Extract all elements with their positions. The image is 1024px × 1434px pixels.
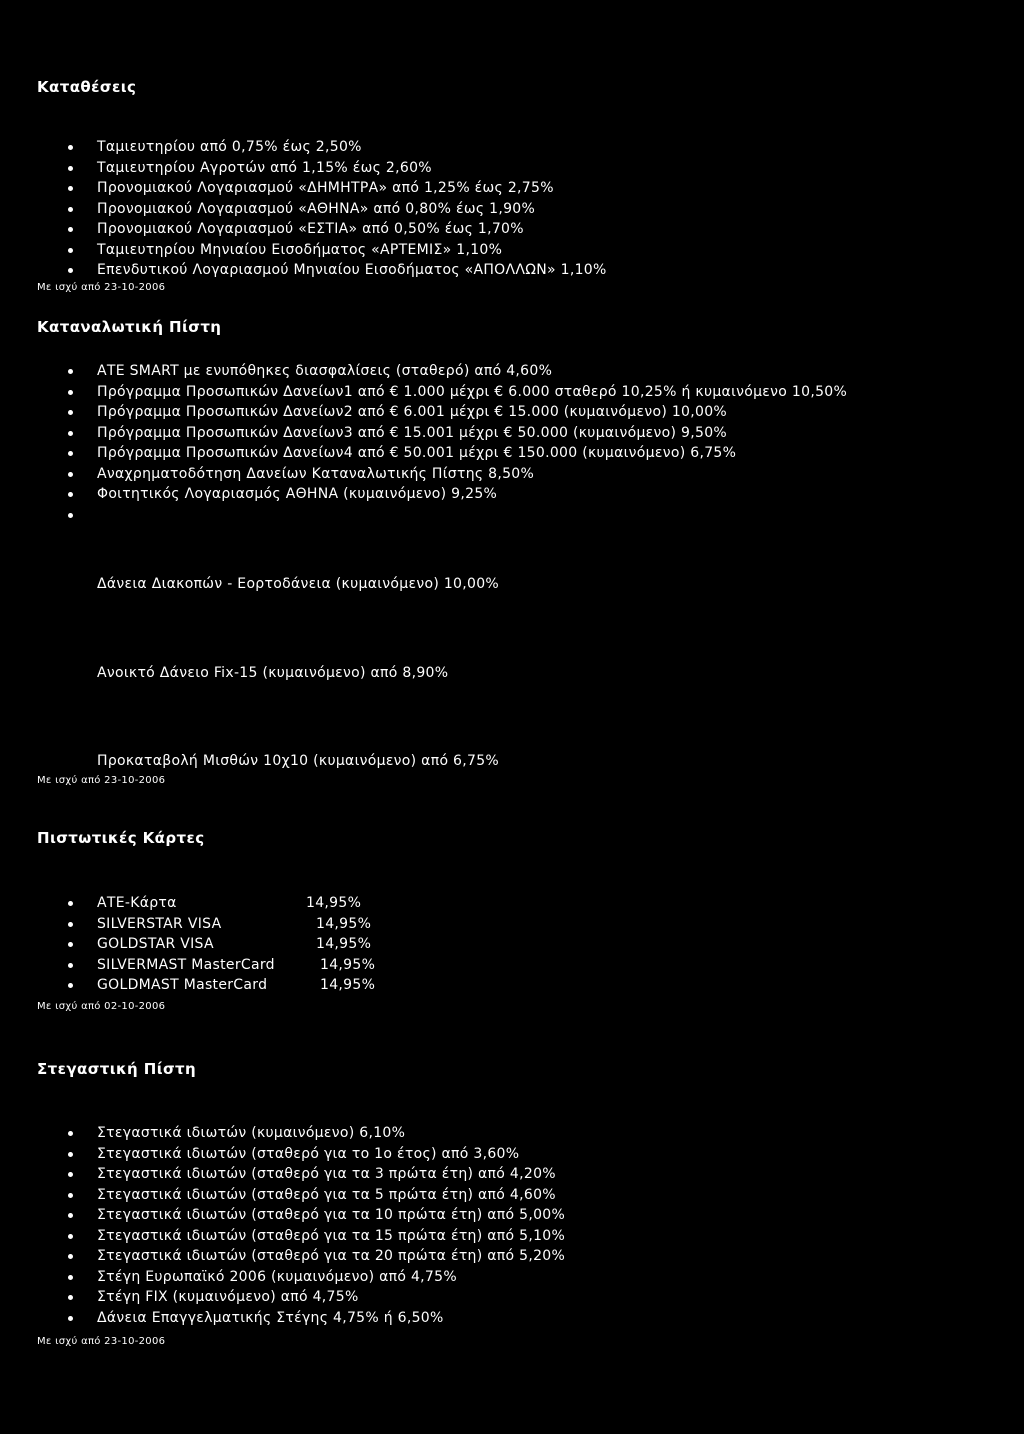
card-item	[0, 934, 372, 955]
list-item: Στεγαστικά ιδιωτών (σταθερό για το 1ο έτος) από 3,60%	[0, 1144, 565, 1165]
cards-validity-note: Με ισχύ από 02-10-2006	[37, 1001, 166, 1012]
card-rate: 14,95%	[316, 936, 372, 952]
list-item: Στεγαστικά ιδιωτών (σταθερό για τα 5 πρώτα έτη) από 4,60%	[0, 1185, 565, 1206]
housing-credit-heading: Στεγαστική Πίστη	[37, 1060, 197, 1078]
deposits-validity-note: Με ισχύ από 23-10-2006	[37, 282, 166, 293]
list-item: Φοιτητικός Λογαριασμός ΑΘΗΝΑ (κυμαινόμενο) 9,25%	[0, 484, 907, 505]
list-item: Ταμιευτηρίου από 0,75% έως 2,50%	[0, 137, 607, 158]
card-rate: 14,95%	[320, 977, 376, 993]
list-item: Στεγαστικά ιδιωτών (σταθερό για τα 3 πρώτα έτη) από 4,20%	[0, 1164, 565, 1185]
list-item: Στέγη Ευρωπαϊκό 2006 (κυμαινόμενο) από 4,75%	[0, 1267, 565, 1288]
fix15-loan-text: Ανοικτό Δάνειο Fix-15 (κυμαινόμενο) από 8,90%	[97, 665, 449, 681]
list-item: Πρόγραμμα Προσωπικών Δανείων4 από € 50.001 μέχρι € 150.000 (κυμαινόμενο) 6,75%	[0, 443, 907, 464]
credit-cards-heading: Πιστωτικές Κάρτες	[37, 829, 205, 847]
list-item: Στεγαστικά ιδιωτών (σταθερό για τα 20 πρώτα έτη) από 5,20%	[0, 1246, 565, 1267]
salary-advance-text: Προκαταβολή Μισθών 10χ10 (κυμαινόμενο) από 6,75%	[97, 753, 500, 769]
list-item: Πρόγραμμα Προσωπικών Δανείων1 από € 1.000 μέχρι € 6.000 σταθερό 10,25% ή κυμαινόμενο 10,50%	[0, 382, 907, 403]
card-name: SILVERSTAR VISA	[97, 915, 222, 932]
list-item: Ταμιευτηρίου Αγροτών από 1,15% έως 2,60%	[0, 158, 607, 179]
card-item	[0, 955, 376, 976]
deposits-heading: Καταθέσεις	[37, 78, 137, 96]
holiday-loans-text: Δάνεια Διακοπών - Εορτοδάνεια (κυμαινόμενο) 10,00%	[97, 576, 500, 592]
card-name: ΑΤΕ-Κάρτα	[97, 895, 177, 911]
card-name: SILVERMAST MasterCard	[97, 956, 275, 973]
card-item	[0, 893, 362, 914]
housing-validity-note: Με ισχύ από 23-10-2006	[37, 1336, 166, 1347]
list-item: Στέγη FIX (κυμαινόμενο) από 4,75%	[0, 1287, 565, 1308]
list-item: Πρόγραμμα Προσωπικών Δανείων2 από € 6.001 μέχρι € 15.000 (κυμαινόμενο) 10,00%	[0, 402, 907, 423]
consumer-credit-heading: Καταναλωτική Πίστη	[37, 318, 222, 336]
list-item: Προνομιακού Λογαριασμού «ΑΘΗΝΑ» από 0,80% έως 1,90%	[0, 199, 607, 220]
card-item	[0, 914, 372, 935]
list-item: Πρόγραμμα Προσωπικών Δανείων3 από € 15.001 μέχρι € 50.000 (κυμαινόμενο) 9,50%	[0, 423, 907, 444]
card-name: GOLDSTAR VISA	[97, 936, 214, 952]
list-item: Προνομιακού Λογαριασμού «ΕΣΤΙΑ» από 0,50% έως 1,70%	[0, 219, 607, 240]
list-item: ΑΤΕ SMART με ενυπόθηκες διασφαλίσεις (σταθερό) από 4,60%	[0, 361, 907, 382]
list-item: Στεγαστικά ιδιωτών (κυμαινόμενο) 6,10%	[0, 1123, 565, 1144]
list-item: Στεγαστικά ιδιωτών (σταθερό για τα 10 πρώτα έτη) από 5,00%	[0, 1205, 565, 1226]
list-item: Δάνεια Επαγγελματικής Στέγης 4,75% ή 6,50%	[0, 1308, 565, 1329]
credit-cards-list	[0, 893, 376, 996]
list-item: Επενδυτικού Λογαριασμού Μηνιαίου Εισοδήματος «ΑΠΟΛΛΩΝ» 1,10%	[0, 260, 607, 281]
list-item: Στεγαστικά ιδιωτών (σταθερό για τα 15 πρώτα έτη) από 5,10%	[0, 1226, 565, 1247]
consumer-validity-note: Με ισχύ από 23-10-2006	[37, 775, 166, 786]
housing-credit-list	[0, 1123, 565, 1328]
list-item: Αναχρηματοδότηση Δανείων Καταναλωτικής Πίστης 8,50%	[0, 464, 907, 485]
card-item	[0, 975, 376, 996]
card-rate: 14,95%	[306, 895, 362, 911]
card-name: GOLDMAST MasterCard	[97, 977, 268, 993]
list-item: Ταμιευτηρίου Μηνιαίου Εισοδήματος «ΑΡΤΕΜΙΣ» 1,10%	[0, 240, 607, 261]
consumer-credit-list	[0, 361, 907, 505]
deposits-list	[0, 137, 607, 281]
card-rate: 14,95%	[320, 956, 376, 973]
card-rate: 14,95%	[316, 915, 372, 932]
list-item: Προνομιακού Λογαριασμού «ΔΗΜΗΤΡΑ» από 1,25% έως 2,75%	[0, 178, 607, 199]
